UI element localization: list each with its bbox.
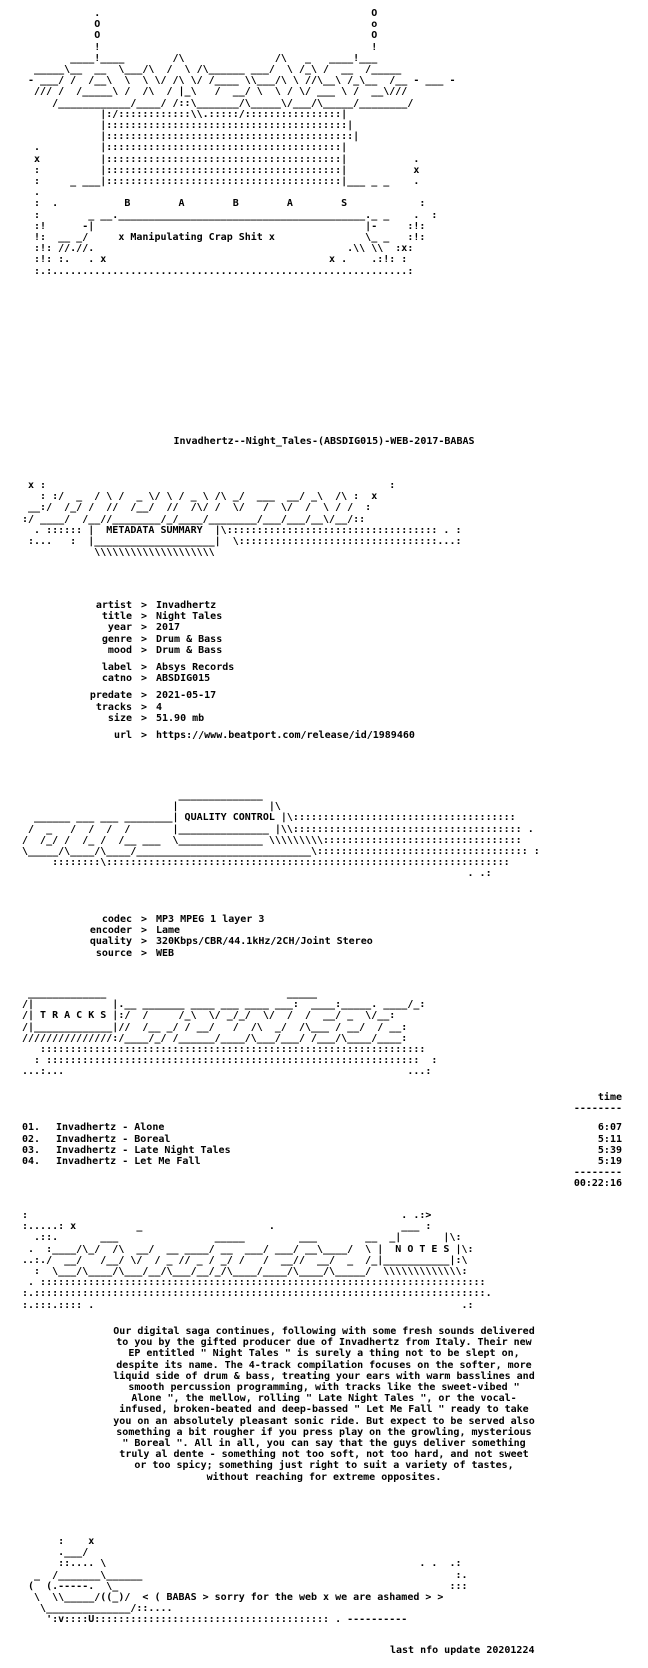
metadata-row-predate: predate > 2021-05-17 bbox=[89, 690, 217, 702]
track-row: 03. Invadhertz - Late Night Tales 5:39 bbox=[22, 1144, 622, 1156]
tracklist bbox=[22, 1092, 622, 1190]
track-table bbox=[22, 1092, 622, 1190]
quality-control-banner: ______________ | |\ ______ ___ ___ ________| QUALITY CONTROL |\::::::::::::::::::::::::::::::::::::: / _ / / / / |_______________ |\\:::::::::::::::::::::::::::::::::::::: . / /_/ / /_ / /__ ___ \______________ \\\\\\\\\::::::::::::::::::::::::::::::::: \_____/\____/\____/_____________________________\::::::::::::::::::::::::::::::::::: : ::::::::\::::::::::::::::::::::::::::::::::::::::::::::::::::::::::::::::::: . .: bbox=[22, 790, 540, 880]
metadata-row-mood: mood > Drum & Bass bbox=[107, 644, 223, 656]
quality-row-encoder: encoder > Lame bbox=[89, 925, 181, 937]
track-row: 02. Invadhertz - Boreal 5:11 bbox=[22, 1133, 622, 1145]
metadata-row-artist: artist > Invadhertz bbox=[95, 600, 217, 611]
release-url-link[interactable]: https://www.beatport.com/release/id/1989460 bbox=[156, 729, 415, 741]
metadata-summary-banner: x : : : :/ _ / \ / _ \/ \ / _ \ /\ _/ ___ __/ _\ /\ : x __:/ /_/ / // /__/ // /\/ / \/ / \/ / \ / / : :/ ____/ /__//________/_/____/________/___/___/__\/__/:: . :::::: | METADATA SUMMARY |\::::::::::::::::::::::::::::::::::: . : :... : |____________________| \:::::::::::::::::::::::::::::::::...: \\\\\\\\\\\\\\\\\\\\ bbox=[22, 480, 462, 559]
tracks-banner: _____________ _____ /| |.__ _______ ____ ___ ____ ___: ____:_____. ____/_: /| T R A C K S |:/ / /_\ \/ _/_/ \/ / / __/ _ \/__: /|_____________|// /__ _/ / __/ / /\ _/ /\___ / __/ / __: ///////////////:/____/_/ /______/____/\___/___/ /___/\____/____: :::::::::::::::::::::::::::::::::::::::::::::::::::::::::::::::: : :::::::::::::::::::::::::::::::::::::::::::::::::::::::::::::: : ...:... ...: bbox=[22, 988, 438, 1078]
metadata-row-title: title > Night Tales bbox=[101, 611, 223, 623]
notes-banner: : . .:> :.....: x _ . ___ : .::. ___ _____ ___ __ _| |\: . :____/\_/ /\ __/ __ ____/ __ ___/ ___/ __\____/ \ | N O T E S |\: ..:./ __/ /__/ \/ / _ // _ / _/ / / __// __/ _ /_|___________|:\ : \___/\____/\___/__/\___/__/_/\____/____/\____/\_____/ \\\\\\\\\\\\\: . :::::::::::::::::::::::::::::::::::::::::::::::::::::::::::::::::::::::::: :.:::::::::::::::::::::::::::::::::::::::::::::::::::::::::::::::::::::::::::. :.:::.:::: . .: bbox=[22, 1210, 492, 1311]
metadata-row-genre: genre > Drum & Bass bbox=[101, 633, 223, 645]
metadata-row-size: size > 51.90 mb bbox=[107, 712, 205, 724]
last-update: last nfo update 20201224 bbox=[390, 1645, 535, 1656]
release-title: Invadhertz--Night_Tales-(ABSDIG015)-WEB-2017-BABAS bbox=[173, 436, 475, 447]
metadata-row-tracks: tracks > 4 bbox=[95, 701, 163, 713]
total-time: 00:22:16 bbox=[573, 1178, 622, 1190]
babas-header-ascii-art: . O O o O O ! ! ____!____ /\ /\ _ ____!___ _____\__ __ \___/\ / \ /\______ ___/ \ /_\ / __ /_____ - ___/ / /__\ \ \ \/ /\ \/ /____ \\___/\ \ //\__\ /_\__ /__ - ___ - /// / /_____\ / /\ / |_\ / __/ \ \ / \/ ___ \ / __\/// /____________/____/ /::\_______/\_____\/___/\_____/________/ |:/::::::::::::\\.:::::/::::::::::::::::| |::::::::::::::::::::::::::::::::::::::::| |:::::::::::::::::::::::::::::::::::::::::| . |:::::::::::::::::::::::::::::::::::::::| x |:::::::::::::::::::::::::::::::::::::::| . : |:::::::::::::::::::::::::::::::::::::::| x : _ ___|:::::::::::::::::::::::::::::::::::::::|___ _ _ . . : . B A B A S : : _ __._________________________________________._ _ . : :! -| |- :!: !: __ _/ x Manipulating Crap Shit x \_ _ :!: :!: //.//. .\\ \\ :x: :!: :. . x x . .:!: : :.:...........................................................: bbox=[28, 8, 456, 277]
track-row: 04. Invadhertz - Let Me Fall 5:19 bbox=[22, 1155, 622, 1167]
metadata-row-catno: catno > ABSDIG015 bbox=[101, 673, 211, 685]
metadata-list bbox=[22, 600, 415, 741]
divider: -------- bbox=[573, 1167, 622, 1179]
metadata-row-url[interactable]: url > https://www.beatport.com/release/id/1989460 bbox=[113, 729, 415, 741]
metadata-row-label: label > Absys Records bbox=[101, 661, 235, 673]
footer-ascii-art: : x .___/ ::.... \ . . .: _ /_______\______ :. ( (.-----. \_ ::: \ \\_____/((_)/ < ( BABAS > sorry for the web x we are ashamed > > \______________/::.... ':v::::U::::::::::::::::::::::::::::::::::::::: . ---------- bbox=[28, 1536, 468, 1626]
time-column-header: time bbox=[597, 1092, 622, 1103]
quality-row-source: source > WEB bbox=[95, 947, 175, 959]
release-notes bbox=[0, 1326, 648, 1483]
quality-list bbox=[22, 914, 373, 959]
quality-row-codec: codec > MP3 MPEG 1 layer 3 bbox=[101, 914, 265, 925]
notes-text: Our digital saga continues, following with some fresh sounds delivered to you by the gifted producer due of Invadhertz from Italy. Their new EP entitled " Night Tales " is surely a thing not to be slept on, despite its name. The 4-track compilation focuses on the softer, more liquid side of drum & bass, treating your ears with warm basslines and smooth percussion programming, with tracks like the sweet-vibed " Alone ", the mellow, rolling " Late Night Tales ", or the vocal- infused, broken-beated and deep-bassed " Let Me Fall " ready to take you on an absolutely pleasant sonic ride. But expect to be served also something a bit rougher if you press play on the growling, mysterious " Boreal ". All in all, you can say that the guys deliver something truly al dente - something not too soft, not too hard, and not sweet or too spicy; something just right to suit a variety of tastes, without reaching for extreme opposites. bbox=[113, 1326, 535, 1483]
metadata-row-year: year > 2017 bbox=[107, 622, 181, 634]
divider: -------- bbox=[573, 1103, 622, 1115]
quality-row-quality: quality > 320Kbps/CBR/44.1kHz/2CH/Joint Stereo bbox=[89, 936, 373, 948]
track-row: 01. Invadhertz - Alone 6:07 bbox=[22, 1122, 622, 1134]
